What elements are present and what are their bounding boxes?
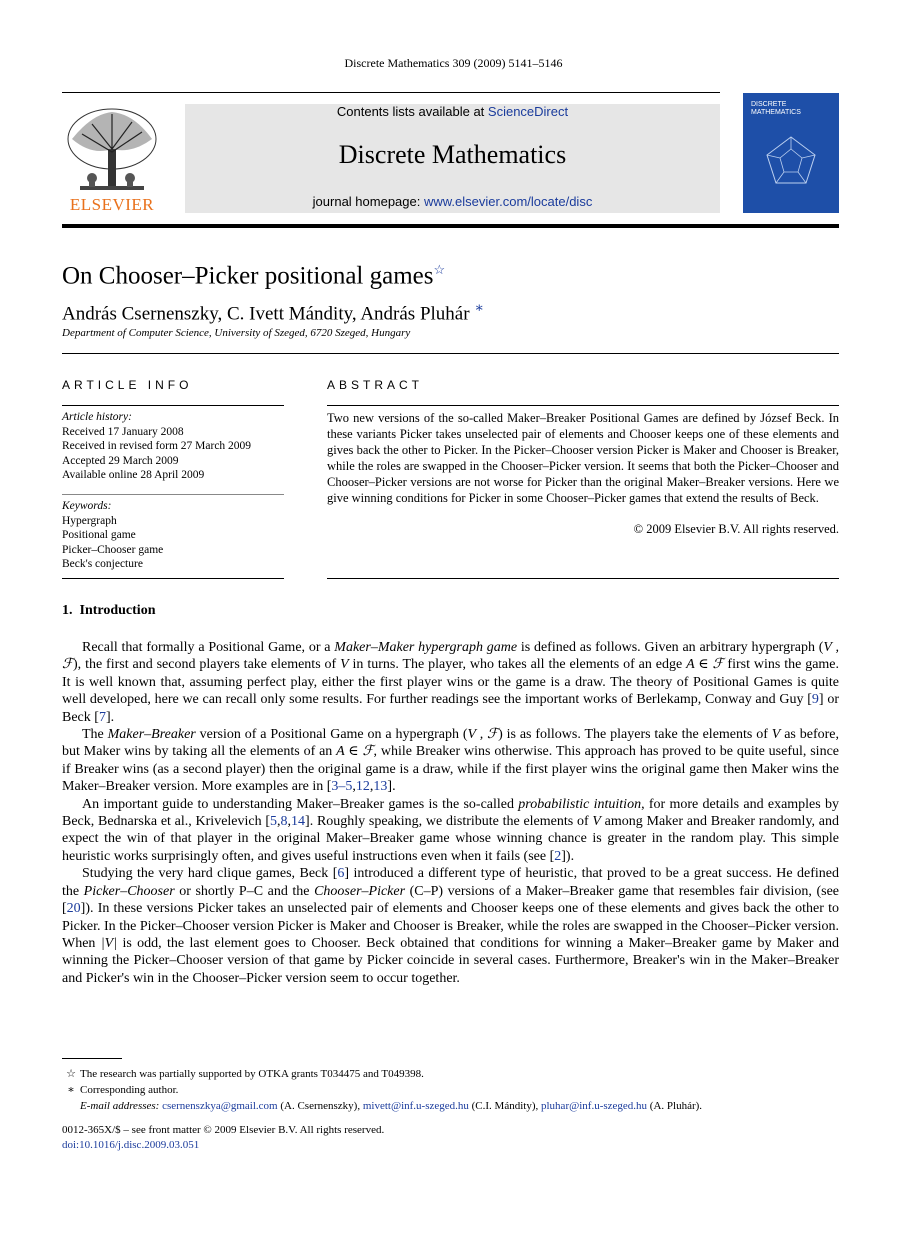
text-run: ). In these versions Picker takes an unselected pair of elements and Chooser keeps one of these elements and gives back the other to Picker. In the Picker–Chooser version Picker is Maker and Chooser is Breaker, while the roles are swapped in the Chooser–Picker version. When [62, 901, 839, 951]
citation-link[interactable]: 20 [66, 901, 81, 917]
article-history [62, 410, 284, 483]
math-hypergraph: V , ℱ [62, 640, 839, 673]
elsevier-logo-text: ELSEVIER [69, 195, 155, 214]
keyword-item: Hypergraph [62, 514, 117, 527]
text-run: , while Breaker wins otherwise. This approach has proved to be quite useful, since if Breaker wins (as a second player) then the original game is a draw, while if the first player wins the original game then Maker wins the Maker–Breaker version. More examples are in [62, 744, 839, 795]
text-run: Recall that formally a Positional Game, or a [82, 640, 335, 655]
footnote-corresponding [62, 1082, 839, 1098]
footnote-funding [62, 1066, 839, 1082]
math-hypergraph: V , ℱ [467, 727, 499, 743]
article-title [62, 262, 445, 290]
email-owner: (C.I. Mándity), [468, 1100, 541, 1112]
section-heading-introduction [62, 603, 155, 619]
contents-prefix: Contents lists available at [336, 104, 488, 119]
section-title: Introduction [79, 603, 156, 618]
journal-name: Discrete Mathematics [338, 140, 567, 169]
body-paragraph: The Maker–Breaker version of a Positional Game on a hypergraph (V , ℱ) is as follows. The players take the elements of V as before, but Maker wins by taking all the elements of an A ∈ ℱ, while Breaker wins otherwise. This approach has proved to be quite useful, since if Breaker wins (as a second player) then the original game is a draw, while if the first player wins the original game then Maker wins the Maker–Breaker version. More examples are in [3–5,12,13]. [62, 727, 839, 795]
footnote-asterisk-mark: ∗ [67, 1084, 75, 1096]
citation-link[interactable]: 9 [811, 692, 819, 708]
body-paragraph: Recall that formally a Positional Game, or a Maker–Maker hypergraph game is defined as follows. Given an arbitrary hypergraph (V , ℱ), the first and second players take elements of V in turns. The player, who takes all the elements of an edge A ∈ ℱ first wins the game. It is well known that, assuming perfect play, either the first player wins or the game is a draw. The theory of Positional Games is quite well developed, here we can recall only some results. For further readings see the important works of Berlekamp, Conway and Guy [9] or Beck [7]. [62, 640, 840, 725]
footnotes [62, 1066, 839, 1114]
text-run: An important guide to understanding Maker–Breaker games is the so-called [82, 796, 519, 812]
homepage-link[interactable]: www.elsevier.com/locate/disc [423, 194, 593, 209]
journal-masthead [185, 104, 720, 213]
journal-cover-image [743, 93, 839, 213]
footnote-star-mark: ☆ [66, 1068, 76, 1080]
homepage-prefix: journal homepage: [312, 194, 424, 209]
history-online: Available online 28 April 2009 [62, 469, 205, 481]
text-run: ) is as follows. The players take the elements of [498, 727, 772, 743]
citation-link[interactable]: 6 [337, 866, 345, 882]
math-edge: A ∈ ℱ [686, 657, 724, 673]
abstract-rule-top [327, 405, 839, 406]
text-run: in turns. The player, who takes all the elements of an edge [348, 657, 687, 673]
affiliation-rule [62, 353, 839, 354]
text-run: introduced a different type of heuristic, that proved to be a great success. He defined the [62, 866, 839, 899]
text-run: Maker–Breaker [107, 727, 196, 743]
section-number: 1. [62, 603, 73, 618]
cover-title: DISCRETE MATHEMATICS [751, 101, 801, 116]
text-run: ). [565, 848, 575, 864]
math-abs-V: |V| [100, 935, 118, 951]
citation-link[interactable]: 14 [291, 814, 306, 830]
citation-link[interactable]: 3–5 [331, 779, 353, 795]
text-run: is defined as follows. Given an arbitrary hypergraph ( [517, 640, 824, 655]
citation-link[interactable]: 8 [280, 814, 288, 830]
article-authors [62, 300, 484, 325]
citation-link[interactable]: 13 [373, 779, 388, 795]
history-accepted: Accepted 29 March 2009 [62, 454, 179, 467]
text-run: Chooser–Picker [314, 883, 406, 899]
citation-link[interactable]: 2 [554, 848, 562, 864]
footnote-emails [62, 1098, 839, 1114]
corresponding-author-mark[interactable]: ∗ [474, 301, 484, 316]
body-paragraph: Studying the very hard clique games, Beck [6] introduced a different type of heuristic, that proved to be a great success. He defined the Picker–Chooser or shortly P–C and the Chooser–Picker (C–P) versions of a Maker–Breaker game that resembles fair division, (see [20]). In these versions Picker takes an unselected pair of elements and Chooser keeps one of these elements and gives back the other to Picker. In the Picker–Chooser version Picker is Maker and Chooser is Breaker, while the roles are swapped in the Chooser–Picker version. When |V| is odd, the last element goes to Chooser. Beck obtained that conditions for winning a Maker–Breaker game by Maker and winning the Picker–Chooser version of that game by Picker coincide in several cases. Furthermore, Breaker's win in the Maker–Breaker and Picker's win in the Chooser–Picker version seem to occur together. [62, 866, 839, 986]
issn-line: 0012-365X/$ – see front matter © 2009 Elsevier B.V. All rights reserved. [62, 1124, 385, 1136]
footnote-corresponding-text: Corresponding author. [80, 1084, 179, 1096]
cover-pentagon-graph-icon [761, 131, 821, 191]
article-title-text: On Chooser–Picker positional games [62, 262, 434, 290]
text-run: The [82, 727, 108, 743]
text-run: . [392, 779, 396, 795]
article-info-rule-bottom [62, 578, 284, 579]
footnote-funding-text: The research was partially supported by OTKA grants T034475 and T049398. [80, 1068, 424, 1080]
history-label: Article history: [62, 411, 132, 423]
text-run: first wins the game. It is well known that, assuming perfect play, either the first player wins or the game is a draw. The theory of Positional Games is quite well developed, here we can recall only some results. For further readings see the important works of Berlekamp, Conway and Guy [62, 657, 840, 708]
math-V: V [771, 727, 781, 743]
text-run: ), the first and second players take elements of [73, 657, 341, 673]
email-owner: (A. Pluhár). [647, 1100, 703, 1112]
text-run: . Roughly speaking, we distribute the elements of [309, 814, 593, 830]
email-link[interactable]: mivett@inf.u-szeged.hu [362, 1100, 469, 1112]
article-info-heading: ARTICLE INFO [62, 378, 193, 392]
email-link[interactable]: pluhar@inf.u-szeged.hu [541, 1100, 648, 1112]
doi-link[interactable]: doi:10.1016/j.disc.2009.03.051 [62, 1139, 200, 1151]
contents-available-line [185, 104, 720, 119]
text-run: Picker–Chooser [83, 883, 175, 899]
affiliation: Department of Computer Science, University of Szeged, 6720 Szeged, Hungary [62, 327, 411, 339]
citation-link[interactable]: 7 [98, 709, 106, 725]
citation-link[interactable]: 5 [270, 814, 278, 830]
abstract-rule-bottom [327, 578, 839, 579]
text-run: as before, but Maker wins by taking all the elements of an [62, 727, 839, 760]
abstract-copyright: © 2009 Elsevier B.V. All rights reserved. [633, 522, 839, 536]
text-run: (C–P) versions of a Maker–Breaker game that resembles fair division, (see [405, 883, 839, 899]
header-thick-rule [62, 224, 839, 228]
text-run: or Beck [62, 692, 839, 725]
math-V: V [592, 814, 601, 830]
text-run: Maker–Maker hypergraph game [334, 640, 518, 655]
introduction-body [62, 639, 839, 987]
text-run: Studying the very hard clique games, Beck [82, 866, 333, 882]
text-run: , for more details and examples by Beck, Bednarska et al., Krivelevich [62, 796, 840, 830]
text-run: among Maker and Breaker randomly, and expect the win of that player in the original Maker–Breaker game whose winning chance is greater in the random play. This simple heuristic works surprisingly often, and gives useful instructions even when it fails (see [62, 814, 839, 864]
math-edge: A ∈ ℱ [336, 744, 374, 760]
keyword-item: Positional game [62, 529, 136, 541]
keyword-item: Picker–Chooser game [62, 543, 164, 556]
abstract-text: Two new versions of the so-called Maker–Breaker Positional Games are defined by József Beck. In these variants Picker takes unselected pair of elements and Chooser keeps one of these elements and gives back the other to Picker. In the Picker–Chooser version Picker is Maker and Chooser is Breaker, while the roles are swapped in the Chooser–Picker version. It seems that both the Picker–Chooser and Chooser–Picker versions are not worse for Picker than the original Maker–Breaker versions. Here we give winning conditions for Picker in some Chooser–Picker games that extend the results of Beck. [327, 411, 839, 505]
history-received: Received 17 January 2008 [62, 425, 184, 438]
keywords [62, 499, 284, 572]
text-run: or shortly P–C and the [174, 883, 315, 899]
math-V: V [340, 657, 349, 673]
email-link[interactable]: csernenszkya@gmail.com [162, 1100, 278, 1112]
header-top-rule [62, 92, 720, 93]
title-footnote-mark[interactable]: ☆ [433, 262, 446, 277]
email-owner: (A. Csernenszky), [277, 1100, 363, 1112]
text-run: version of a Positional Game on a hypergraph ( [195, 727, 468, 743]
keyword-item: Beck's conjecture [62, 558, 143, 570]
footnote-rule [62, 1058, 122, 1059]
email-label: E-mail addresses: [80, 1100, 160, 1112]
article-info-rule-mid [62, 494, 284, 495]
text-run: . [110, 709, 115, 725]
citation-link[interactable]: 12 [355, 779, 370, 795]
history-revised: Received in revised form 27 March 2009 [62, 440, 252, 452]
journal-citation: Discrete Mathematics 309 (2009) 5141–5146 [344, 56, 563, 70]
text-run: is odd, the last element goes to Chooser. Beck obtained that conditions for winning a Maker–Breaker game by Maker and winning the Picker–Chooser version of that game by Picker coincide in several cases. Furthermore, Breaker's win in the Maker–Breaker and Picker's win in the Chooser–Picker version seem to occur together. [62, 935, 839, 986]
abstract-heading: ABSTRACT [327, 378, 424, 392]
text-run: probabilistic intuition [518, 796, 642, 812]
body-paragraph: An important guide to understanding Maker–Breaker games is the so-called probabilistic intuition, for more details and examples by Beck, Bednarska et al., Krivelevich [5,8,14]. Roughly speaking, we distribute the elements of V among Maker and Breaker randomly, and expect the win of that player in the original Maker–Breaker game whose winning chance is greater in the random play. This simple heuristic works surprisingly often, and gives useful instructions even when it fails (see [2]). [62, 796, 840, 864]
keywords-label: Keywords: [62, 500, 112, 512]
sciencedirect-link[interactable]: ScienceDirect [487, 104, 569, 119]
article-info-rule-top [62, 405, 284, 406]
journal-homepage-line [185, 194, 720, 209]
authors-text: András Csernenszky, C. Ivett Mándity, András Pluhár [62, 303, 470, 325]
